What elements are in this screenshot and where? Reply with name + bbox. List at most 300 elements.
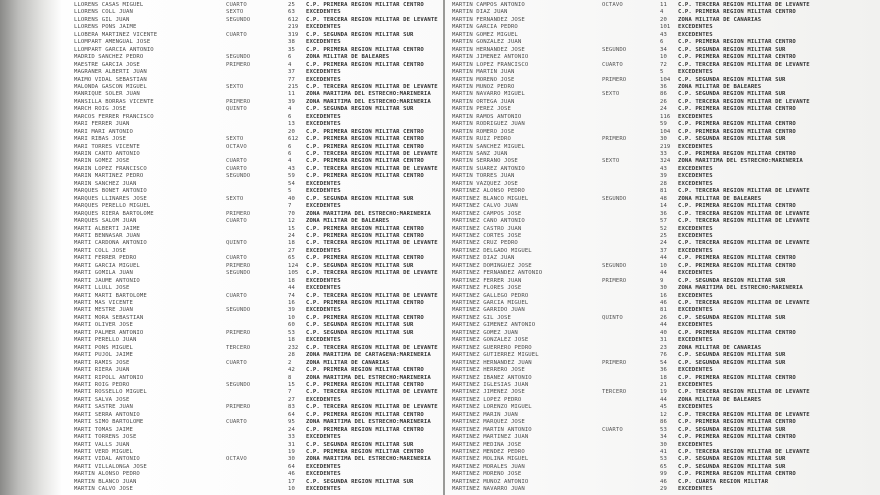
cell-num: 6 xyxy=(288,113,292,120)
cell-num: 83 xyxy=(288,404,295,411)
cell-unit: C.P. TERCERA REGION MILITAR DE LEVANTE xyxy=(306,240,438,247)
cell-num: 57 xyxy=(660,218,667,225)
cell-name: MARTIN LOPEZ FRANCISCO xyxy=(452,61,529,68)
cell-rank: CUARTO xyxy=(226,158,247,165)
cell-name: MARTI SERRA ANTONIO xyxy=(74,411,140,418)
cell-unit: C.P. SEGUNDA REGION MILITAR SUR xyxy=(306,441,414,448)
cell-name: MARTI MESTRE JUAN xyxy=(74,307,133,314)
cell-unit: C.P. TERCERA REGION MILITAR DE LEVANTE xyxy=(306,404,438,411)
cell-name: MARTIN SUAREZ ANTONIO xyxy=(452,165,525,172)
cell-num: 24 xyxy=(660,106,667,113)
cell-unit: C.P. PRIMERA REGION MILITAR CENTRO xyxy=(306,381,424,388)
cell-num: 59 xyxy=(288,173,295,180)
cell-name: MARTIN JIMENEZ ANTONIO xyxy=(452,54,529,61)
cell-unit: EXCEDENTES xyxy=(678,180,713,187)
cell-num: 7 xyxy=(288,389,292,396)
cell-num: 20 xyxy=(660,16,667,23)
cell-name: MARTINEZ JIMENEZ JOSE xyxy=(452,389,525,396)
cell-num: 33 xyxy=(660,151,667,157)
cell-name: MARTINEZ CRUZ PEDRO xyxy=(452,240,518,247)
cell-unit: EXCEDENTES xyxy=(306,307,341,314)
cell-num: 30 xyxy=(660,136,667,143)
cell-num: 81 xyxy=(660,188,667,195)
cell-rank: SEGUNDO xyxy=(602,195,627,202)
cell-unit: EXCEDENTES xyxy=(678,441,713,448)
cell-num: 43 xyxy=(660,165,667,172)
cell-unit: C.P. SEGUNDA REGION MILITAR SUR xyxy=(306,195,414,202)
cell-unit: EXCEDENTES xyxy=(678,232,713,239)
cell-name: LLOMPART GARCIA ANTONIO xyxy=(74,46,154,53)
cell-num: 18 xyxy=(288,277,295,284)
cell-num: 77 xyxy=(288,76,295,83)
cell-num: 53 xyxy=(660,426,667,433)
cell-name: MARTINEZ GARRIDO JUAN xyxy=(452,307,525,314)
cell-num: 25 xyxy=(288,2,295,8)
cell-unit: C.P. PRIMERA REGION MILITAR CENTRO xyxy=(306,136,424,143)
cell-name: MARTINEZ MUNOZ ANTONIO xyxy=(452,478,529,485)
cell-num: 46 xyxy=(660,478,667,485)
cell-unit: EXCEDENTES xyxy=(306,247,341,254)
cell-num: 10 xyxy=(288,486,295,493)
cell-unit: EXCEDENTES xyxy=(678,225,713,232)
cell-name: MARTIN HERNANDEZ JOSE xyxy=(452,46,525,53)
cell-num: 44 xyxy=(660,396,667,403)
cell-num: 60 xyxy=(288,322,295,329)
cell-rank: SEGUNDO xyxy=(602,46,627,53)
cell-unit: C.P. TERCERA REGION MILITAR DE LEVANTE xyxy=(306,83,438,90)
cell-num: 95 xyxy=(288,419,295,426)
cell-unit: C.P. SEGUNDA REGION MILITAR SUR xyxy=(678,463,786,470)
cell-name: MARTI LLULL JOSE xyxy=(74,285,130,292)
cell-name: MARTI OLIVER JOSE xyxy=(74,322,133,329)
cell-name: MARTINEZ DELGADO MIGUEL xyxy=(452,247,532,254)
cell-name: MARTI MARTI BARTOLOME xyxy=(74,292,147,299)
cell-unit: EXCEDENTES xyxy=(678,404,713,411)
cell-rank: SEGUNDO xyxy=(226,16,251,23)
cell-num: 44 xyxy=(660,322,667,329)
cell-name: MARTI CARDONA ANTONIO xyxy=(74,240,147,247)
cell-unit: EXCEDENTES xyxy=(678,31,713,38)
right-column-listing xyxy=(452,0,876,495)
cell-name: MARTINEZ CASTRO JUAN xyxy=(452,225,522,232)
cell-unit: C.P. TERCERA REGION MILITAR DE LEVANTE xyxy=(678,61,810,68)
cell-name: MARTINEZ CAMPOS JOSE xyxy=(452,210,522,217)
cell-num: 72 xyxy=(660,61,667,68)
cell-unit: C.P. SEGUNDA REGION MILITAR SUR xyxy=(678,46,786,53)
cell-name: MARTIN DIAZ JUAN xyxy=(452,9,508,16)
cell-unit: EXCEDENTES xyxy=(678,173,713,180)
cell-name: MARTINEZ GARCIA MIGUEL xyxy=(452,300,529,306)
cell-num: 18 xyxy=(660,374,667,381)
cell-rank: SEGUNDO xyxy=(226,307,251,314)
cell-num: 26 xyxy=(660,98,667,105)
left-column-listing xyxy=(74,0,436,495)
cell-name: MARTIN NAVARRO MIGUEL xyxy=(452,91,525,98)
cell-unit: ZONA MILITAR DE CANARIAS xyxy=(306,359,390,366)
cell-rank: SEGUNDO xyxy=(226,381,251,388)
cell-name: MARTI JAUME ANTONIO xyxy=(74,277,140,284)
cell-rank: OCTAVO xyxy=(226,456,247,463)
cell-name: MARTIN GARCIA PEDRO xyxy=(452,24,518,31)
cell-unit: EXCEDENTES xyxy=(306,434,341,441)
cell-rank: SEXTO xyxy=(602,158,620,165)
cell-num: 81 xyxy=(660,307,667,314)
cell-rank: QUINTO xyxy=(226,106,247,113)
cell-num: 116 xyxy=(660,113,671,120)
cell-unit: EXCEDENTES xyxy=(306,180,341,187)
cell-unit: C.P. PRIMERA REGION MILITAR CENTRO xyxy=(678,329,796,336)
cell-name: MARTINEZ GIL JOSE xyxy=(452,314,511,321)
cell-unit: C.P. PRIMERA REGION MILITAR CENTRO xyxy=(306,173,424,180)
cell-name: MARI MARI ANTONIO xyxy=(74,128,133,135)
cell-num: 2 xyxy=(288,359,292,366)
cell-name: MARTINEZ MENDEZ PEDRO xyxy=(452,449,525,455)
cell-name: MARTI MORA SEBASTIAN xyxy=(74,314,144,321)
cell-name: MAESTRE GARCIA JOSE xyxy=(74,61,140,68)
cell-unit: C.P. SEGUNDA REGION MILITAR SUR xyxy=(306,262,414,269)
cell-num: 219 xyxy=(288,24,299,31)
cell-name: MARTINEZ GOMEZ JUAN xyxy=(452,329,518,336)
cell-name: MARTINEZ FERNANDEZ ANTONIO xyxy=(452,270,543,277)
cell-name: MARTIN CALVO JOSE xyxy=(74,486,133,493)
cell-unit: C.P. SEGUNDA REGION MILITAR SUR xyxy=(678,136,786,143)
cell-name: MARTI MAS VICENTE xyxy=(74,300,133,306)
cell-unit: C.P. PRIMERA REGION MILITAR CENTRO xyxy=(306,449,424,455)
cell-num: 25 xyxy=(660,232,667,239)
cell-name: MARTINEZ GUTIERREZ MIGUEL xyxy=(452,352,539,359)
cell-name: LLOBERA MARTINEZ VICENTE xyxy=(74,31,158,38)
cell-name: MARQUES LLINARES JOSE xyxy=(74,195,147,202)
cell-name: MARTI RIPOLL ANTONIO xyxy=(74,374,144,381)
cell-name: LLORENS CASAS MIGUEL xyxy=(74,2,144,8)
cell-name: MARTINEZ HERNANDEZ JUAN xyxy=(452,359,532,366)
cell-unit: C.P. PRIMERA REGION MILITAR CENTRO xyxy=(678,262,796,269)
cell-name: MARTINEZ GUERRERO PEDRO xyxy=(452,344,532,351)
cell-unit: C.P. SEGUNDA REGION MILITAR SUR xyxy=(306,31,414,38)
cell-name: MANSILLA BORRAS VICENTE xyxy=(74,98,154,105)
cell-name: LLORENS PONS JAIME xyxy=(74,24,137,31)
cell-num: 31 xyxy=(288,441,295,448)
cell-unit: C.P. PRIMERA REGION MILITAR CENTRO xyxy=(306,225,424,232)
cell-name: MARTI PERELLO JUAN xyxy=(74,337,137,344)
cell-num: 34 xyxy=(660,434,667,441)
cell-unit: ZONA MARITIMA DEL ESTRECHO:MARINERIA xyxy=(306,98,431,105)
cell-unit: EXCEDENTES xyxy=(306,337,341,344)
cell-num: 4 xyxy=(288,158,292,165)
cell-num: 15 xyxy=(288,381,295,388)
cell-num: 10 xyxy=(660,262,667,269)
cell-name: MARTINEZ CORTES JOSE xyxy=(452,232,522,239)
cell-unit: C.P. TERCERA REGION MILITAR DE LEVANTE xyxy=(678,240,810,247)
cell-unit: C.P. CUARTA REGION MILITAR xyxy=(678,478,769,485)
cell-unit: EXCEDENTES xyxy=(306,113,341,120)
cell-rank: OCTAVO xyxy=(226,143,247,150)
cell-name: MARIN GOMEZ JOSE xyxy=(74,158,130,165)
cell-num: 219 xyxy=(660,143,671,150)
cell-rank: SEXTO xyxy=(226,195,244,202)
cell-unit: C.P. SEGUNDA REGION MILITAR SUR xyxy=(678,426,786,433)
cell-num: 65 xyxy=(288,255,295,262)
cell-num: 12 xyxy=(660,411,667,418)
cell-num: 19 xyxy=(660,389,667,396)
cell-unit: EXCEDENTES xyxy=(306,9,341,16)
cell-unit: C.P. TERCERA REGION MILITAR DE LEVANTE xyxy=(306,16,438,23)
cell-num: 52 xyxy=(660,225,667,232)
cell-name: MARTINEZ MEDINA JOSE xyxy=(452,441,522,448)
cell-name: MARIN CANTO ANTONIO xyxy=(74,151,140,157)
cell-unit: C.P. PRIMERA REGION MILITAR CENTRO xyxy=(678,128,796,135)
cell-unit: ZONA MARITIMA DEL ESTRECHO:MARINERIA xyxy=(306,419,431,426)
cell-name: MARTI RIERA JUAN xyxy=(74,367,130,374)
cell-name: MARTI GOMILA JUAN xyxy=(74,270,133,277)
cell-rank: PRIMERO xyxy=(226,61,251,68)
cell-name: MARTINEZ IGLESIAS JUAN xyxy=(452,381,529,388)
cell-unit: C.P. PRIMERA REGION MILITAR CENTRO xyxy=(306,61,424,68)
cell-unit: C.P. PRIMERA REGION MILITAR CENTRO xyxy=(306,158,424,165)
cell-num: 30 xyxy=(288,456,295,463)
cell-name: MARTI BENNASAR JUAN xyxy=(74,232,140,239)
cell-num: 15 xyxy=(288,225,295,232)
cell-unit: C.P. SEGUNDA REGION MILITAR SUR xyxy=(306,106,414,113)
cell-num: 232 xyxy=(288,344,299,351)
cell-num: 5 xyxy=(288,188,292,195)
cell-unit: C.P. TERCERA REGION MILITAR DE LEVANTE xyxy=(678,449,810,455)
cell-num: 64 xyxy=(288,411,295,418)
cell-unit: C.P. SEGUNDA REGION MILITAR SUR xyxy=(678,314,786,321)
cell-name: MARTI VIDAL ANTONIO xyxy=(74,456,140,463)
cell-unit: ZONA MARITIMA DEL ESTRECHO:MARINERIA xyxy=(306,210,431,217)
cell-name: MARTINEZ NAVARRO JUAN xyxy=(452,486,525,493)
cell-name: MARTI VERD MIGUEL xyxy=(74,449,133,455)
cell-name: MARTINEZ GALLEGO PEDRO xyxy=(452,292,529,299)
cell-rank: SEGUNDO xyxy=(226,270,251,277)
cell-rank: PRIMERO xyxy=(602,359,627,366)
cell-name: MARTINEZ MOLINA MIGUEL xyxy=(452,456,529,463)
cell-rank: TERCERO xyxy=(602,389,627,396)
cell-num: 11 xyxy=(288,91,295,98)
cell-unit: EXCEDENTES xyxy=(306,486,341,493)
cell-name: MARTIN PEREZ JOSE xyxy=(452,106,511,113)
cell-unit: EXCEDENTES xyxy=(678,69,713,76)
cell-num: 74 xyxy=(288,292,295,299)
cell-unit: C.P. PRIMERA REGION MILITAR CENTRO xyxy=(306,255,424,262)
cell-name: MARTI SALVA JOSE xyxy=(74,396,130,403)
cell-rank: PRIMERO xyxy=(226,404,251,411)
cell-name: MARTIN VAZQUEZ JOSE xyxy=(452,180,518,187)
cell-unit: C.P. PRIMERA REGION MILITAR CENTRO xyxy=(306,300,424,306)
cell-unit: C.P. SEGUNDA REGION MILITAR SUR xyxy=(678,76,786,83)
cell-unit: C.P. TERCERA REGION MILITAR DE LEVANTE xyxy=(678,98,810,105)
cell-unit: C.P. PRIMERA REGION MILITAR CENTRO xyxy=(306,143,424,150)
cell-name: MARQUES SALOM JUAN xyxy=(74,218,137,225)
cell-num: 39 xyxy=(288,307,295,314)
cell-unit: C.P. TERCERA REGION MILITAR DE LEVANTE xyxy=(678,300,810,306)
cell-unit: C.P. PRIMERA REGION MILITAR CENTRO xyxy=(306,426,424,433)
cell-unit: EXCEDENTES xyxy=(678,165,713,172)
cell-unit: EXCEDENTES xyxy=(678,143,713,150)
cell-rank: CUARTO xyxy=(226,218,247,225)
cell-num: 63 xyxy=(288,9,295,16)
cell-unit: C.P. SEGUNDA REGION MILITAR SUR xyxy=(678,91,786,98)
cell-num: 38 xyxy=(288,39,295,46)
cell-num: 41 xyxy=(660,449,667,455)
cell-num: 21 xyxy=(660,381,667,388)
cell-num: 45 xyxy=(660,404,667,411)
cell-rank: PRIMERO xyxy=(602,277,627,284)
cell-num: 44 xyxy=(660,270,667,277)
cell-name: MARTIN MUNOZ PEDRO xyxy=(452,83,515,90)
cell-num: 10 xyxy=(288,314,295,321)
cell-unit: C.P. PRIMERA REGION MILITAR CENTRO xyxy=(678,106,796,113)
cell-name: MARTINEZ FERRER JUAN xyxy=(452,277,522,284)
cell-rank: PRIMERO xyxy=(226,262,251,269)
cell-unit: C.P. PRIMERA REGION MILITAR CENTRO xyxy=(306,46,424,53)
cell-unit: C.P. PRIMERA REGION MILITAR CENTRO xyxy=(306,367,424,374)
cell-unit: ZONA MARITIMA DEL ESTRECHO:MARINERIA xyxy=(678,285,803,292)
cell-num: 18 xyxy=(288,240,295,247)
cell-num: 37 xyxy=(660,247,667,254)
cell-num: 33 xyxy=(288,434,295,441)
cell-unit: C.P. SEGUNDA REGION MILITAR SUR xyxy=(678,352,786,359)
cell-num: 17 xyxy=(288,478,295,485)
cell-name: MARTINEZ LORENZO MIGUEL xyxy=(452,404,532,411)
cell-num: 24 xyxy=(660,240,667,247)
cell-name: MALONDA GASCON MIGUEL xyxy=(74,83,147,90)
cell-unit: EXCEDENTES xyxy=(306,277,341,284)
cell-name: MARTINEZ IBANEZ ANTONIO xyxy=(452,374,532,381)
cell-unit: EXCEDENTES xyxy=(678,381,713,388)
cell-name: MARTIN TORRES JUAN xyxy=(452,173,515,180)
cell-unit: C.P. TERCERA REGION MILITAR DE LEVANTE xyxy=(678,188,810,195)
cell-num: 76 xyxy=(660,352,667,359)
cell-unit: EXCEDENTES xyxy=(678,247,713,254)
page-fold-divider xyxy=(443,0,445,495)
cell-name: LLORENS COLL JUAN xyxy=(74,9,133,16)
cell-name: MARTINEZ GIMENEZ ANTONIO xyxy=(452,322,536,329)
cell-name: MARTI PALMER ANTONIO xyxy=(74,329,144,336)
cell-num: 124 xyxy=(288,262,299,269)
cell-num: 30 xyxy=(660,285,667,292)
cell-name: MARTINEZ MARQUEZ JOSE xyxy=(452,419,525,426)
cell-num: 8 xyxy=(288,374,292,381)
cell-unit: C.P. PRIMERA REGION MILITAR CENTRO xyxy=(678,54,796,61)
cell-name: MARTINEZ HERRERO JOSE xyxy=(452,367,525,374)
cell-num: 30 xyxy=(660,441,667,448)
cell-num: 20 xyxy=(288,128,295,135)
cell-name: MARTIN BLANCO JUAN xyxy=(74,478,137,485)
cell-num: 6 xyxy=(288,151,292,157)
cell-num: 40 xyxy=(288,195,295,202)
cell-name: MARTINEZ ALONSO PEDRO xyxy=(452,188,525,195)
cell-name: MARTIN RODRIGUEZ JUAN xyxy=(452,121,525,128)
cell-num: 7 xyxy=(288,203,292,210)
cell-name: MARTIN GONZALEZ JUAN xyxy=(452,39,522,46)
cell-unit: C.P. TERCERA REGION MILITAR DE LEVANTE xyxy=(678,411,810,418)
cell-unit: EXCEDENTES xyxy=(678,322,713,329)
cell-num: 86 xyxy=(660,419,667,426)
cell-rank: QUINTO xyxy=(226,240,247,247)
cell-unit: ZONA MILITAR DE BALEARES xyxy=(678,195,762,202)
cell-name: MARTI TORRENS JOSE xyxy=(74,434,137,441)
cell-unit: C.P. PRIMERA REGION MILITAR CENTRO xyxy=(306,128,424,135)
cell-num: 43 xyxy=(288,165,295,172)
cell-unit: C.P. TERCERA REGION MILITAR DE LEVANTE xyxy=(306,292,438,299)
cell-rank: PRIMERO xyxy=(226,98,251,105)
cell-unit: C.P. SEGUNDA REGION MILITAR SUR xyxy=(678,456,786,463)
cell-num: 31 xyxy=(660,337,667,344)
cell-name: MARTINEZ MARTINEZ JUAN xyxy=(452,434,529,441)
cell-unit: C.P. PRIMERA REGION MILITAR CENTRO xyxy=(306,2,424,8)
cell-unit: ZONA MARITIMA DE CARTAGENA:MARINERIA xyxy=(306,352,431,359)
cell-unit: EXCEDENTES xyxy=(306,285,341,292)
cell-name: MARTINEZ MARTIN ANTONIO xyxy=(452,426,532,433)
cell-unit: C.P. TERCERA REGION MILITAR DE LEVANTE xyxy=(678,2,810,8)
cell-num: 40 xyxy=(660,329,667,336)
cell-unit: C.P. TERCERA REGION MILITAR DE LEVANTE xyxy=(678,389,810,396)
cell-rank: SEXTO xyxy=(226,136,244,143)
cell-num: 105 xyxy=(288,270,299,277)
cell-num: 44 xyxy=(660,255,667,262)
cell-num: 14 xyxy=(660,203,667,210)
cell-num: 28 xyxy=(288,352,295,359)
cell-num: 10 xyxy=(660,54,667,61)
cell-rank: SEGUNDO xyxy=(226,54,251,61)
cell-num: 36 xyxy=(660,367,667,374)
cell-rank: PRIMERO xyxy=(226,210,251,217)
cell-unit: C.P. TERCERA REGION MILITAR DE LEVANTE xyxy=(306,270,438,277)
cell-unit: C.P. PRIMERA REGION MILITAR CENTRO xyxy=(678,151,796,157)
cell-name: MARTIN MORENO JOSE xyxy=(452,76,515,83)
cell-name: MARI FERRER JUAN xyxy=(74,121,130,128)
cell-unit: C.P. SEGUNDA REGION MILITAR SUR xyxy=(678,359,786,366)
cell-rank: SEXTO xyxy=(602,91,620,98)
cell-rank: SEXTO xyxy=(226,9,244,16)
cell-name: MARTIN GOMEZ MIGUEL xyxy=(452,31,518,38)
cell-unit: C.P. SEGUNDA REGION MILITAR SUR xyxy=(306,322,414,329)
cell-unit: EXCEDENTES xyxy=(678,270,713,277)
cell-unit: EXCEDENTES xyxy=(678,486,713,493)
cell-num: 11 xyxy=(660,2,667,8)
cell-num: 16 xyxy=(288,300,295,306)
cell-num: 39 xyxy=(660,173,667,180)
cell-name: MARTI ALBERTI JAIME xyxy=(74,225,140,232)
cell-name: MARTI ROSSELLO MIGUEL xyxy=(74,389,147,396)
cell-rank: CUARTO xyxy=(602,426,623,433)
cell-num: 5 xyxy=(660,69,664,76)
cell-name: MARI TORRES VICENTE xyxy=(74,143,140,150)
cell-rank: CUARTO xyxy=(226,2,247,8)
cell-rank: CUARTO xyxy=(226,165,247,172)
cell-num: 4 xyxy=(660,9,664,16)
cell-name: MARTI TOMAS JAIME xyxy=(74,426,133,433)
cell-name: MARTIN MARTIN JUAN xyxy=(452,69,515,76)
cell-rank: TERCERO xyxy=(226,344,251,351)
cell-num: 27 xyxy=(288,396,295,403)
cell-name: MARQUES BONET ANTONIO xyxy=(74,188,147,195)
cell-name: MARIN SANCHEZ JUAN xyxy=(74,180,137,187)
cell-unit: C.P. PRIMERA REGION MILITAR CENTRO xyxy=(678,471,796,478)
cell-rank: CUARTO xyxy=(602,61,623,68)
cell-rank: CUARTO xyxy=(226,359,247,366)
cell-unit: C.P. PRIMERA REGION MILITAR CENTRO xyxy=(678,9,796,16)
cell-unit: EXCEDENTES xyxy=(306,76,341,83)
cell-unit: EXCEDENTES xyxy=(306,203,341,210)
cell-unit: C.P. PRIMERA REGION MILITAR CENTRO xyxy=(678,39,796,46)
cell-unit: C.P. TERCERA REGION MILITAR DE LEVANTE xyxy=(306,151,438,157)
cell-num: 36 xyxy=(660,210,667,217)
cell-rank: PRIMERO xyxy=(226,329,251,336)
cell-name: MARTINEZ MORALES JUAN xyxy=(452,463,525,470)
